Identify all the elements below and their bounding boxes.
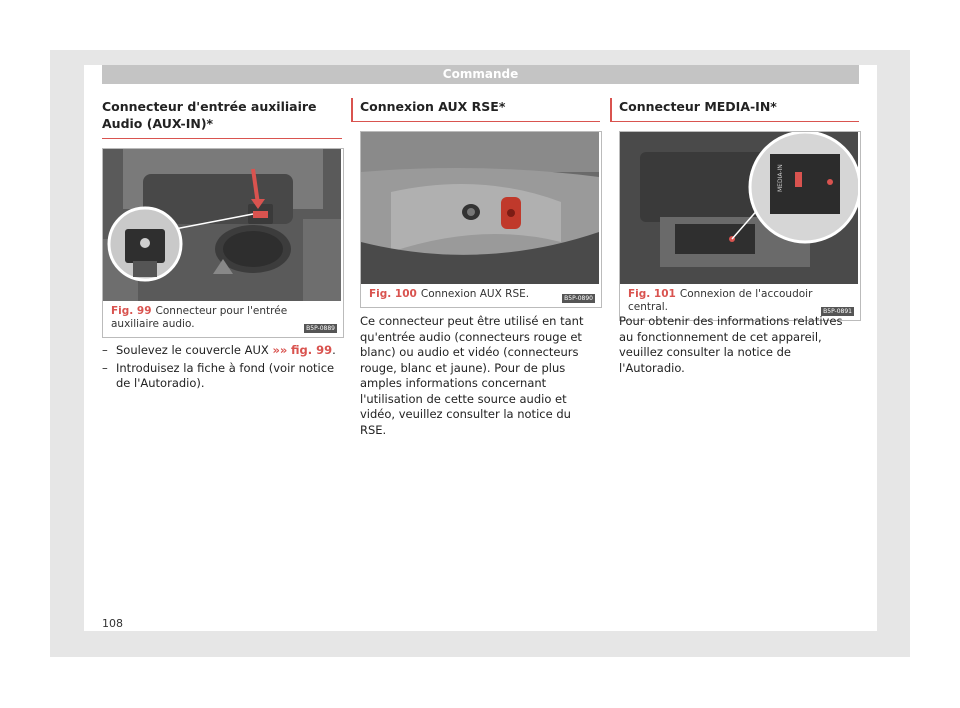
list-text: Introduisez la fiche à fond (voir notice de l'Autoradio). xyxy=(116,360,335,390)
instruction-list xyxy=(102,343,342,394)
figure-number: Fig. 101 xyxy=(628,288,676,300)
section-paragraph: Ce connecteur peut être utilisé en tant qu'entrée audio (connecteurs rouge et blanc) ou audio et vidéo (connecteurs rouge, blanc et jaune). Pour de plus amples informations concernant l'utilisation de cette source audio et vidéo, veuillez consulter la notice du RSE. xyxy=(360,314,584,437)
section-title: Connecteur d'entrée auxiliaire Audio (AUX-IN)* xyxy=(102,98,342,139)
section-media-in xyxy=(619,98,859,375)
caption-text: Connexion de l'accoudoir central. xyxy=(628,288,813,313)
figure-number: Fig. 100 xyxy=(369,288,417,300)
section-title: Connecteur MEDIA-IN* xyxy=(610,98,859,122)
section-aux-rse xyxy=(360,98,600,437)
list-text: Soulevez le couvercle AUX xyxy=(116,343,269,357)
media-in-photo xyxy=(620,132,858,284)
list-dash: – xyxy=(102,360,108,375)
aux-rse-photo xyxy=(361,132,599,284)
figure-reference-link[interactable]: fig. 99 xyxy=(290,343,333,357)
chapter-header: Commande xyxy=(102,65,859,84)
media-in-marker: MEDIA-IN xyxy=(777,164,784,192)
image-code: B5P-0889 xyxy=(306,325,335,332)
list-dash: – xyxy=(102,343,108,357)
list-item xyxy=(102,361,342,392)
reference-arrow: »» xyxy=(272,343,288,357)
list-item xyxy=(102,343,342,359)
figure-100 xyxy=(360,131,602,308)
caption-text: Connexion AUX RSE. xyxy=(420,288,530,300)
figure-99 xyxy=(102,148,344,338)
figure-number: Fig. 99 xyxy=(111,305,152,317)
figure-101 xyxy=(619,131,861,321)
aux-connector-photo xyxy=(103,149,341,301)
page-number: 108 xyxy=(102,617,123,630)
list-end: . xyxy=(332,343,336,357)
image-code: B5P-0891 xyxy=(823,308,852,315)
section-title: Connexion AUX RSE* xyxy=(351,98,600,122)
caption-text: Connecteur pour l'entrée auxiliaire audio. xyxy=(111,305,288,330)
section-paragraph: Pour obtenir des informations relatives au fonctionnement de cet appareil, veuillez consulter la notice de l'Autoradio. xyxy=(619,314,843,375)
image-code: B5P-0890 xyxy=(564,295,593,302)
section-aux-in xyxy=(102,98,342,390)
